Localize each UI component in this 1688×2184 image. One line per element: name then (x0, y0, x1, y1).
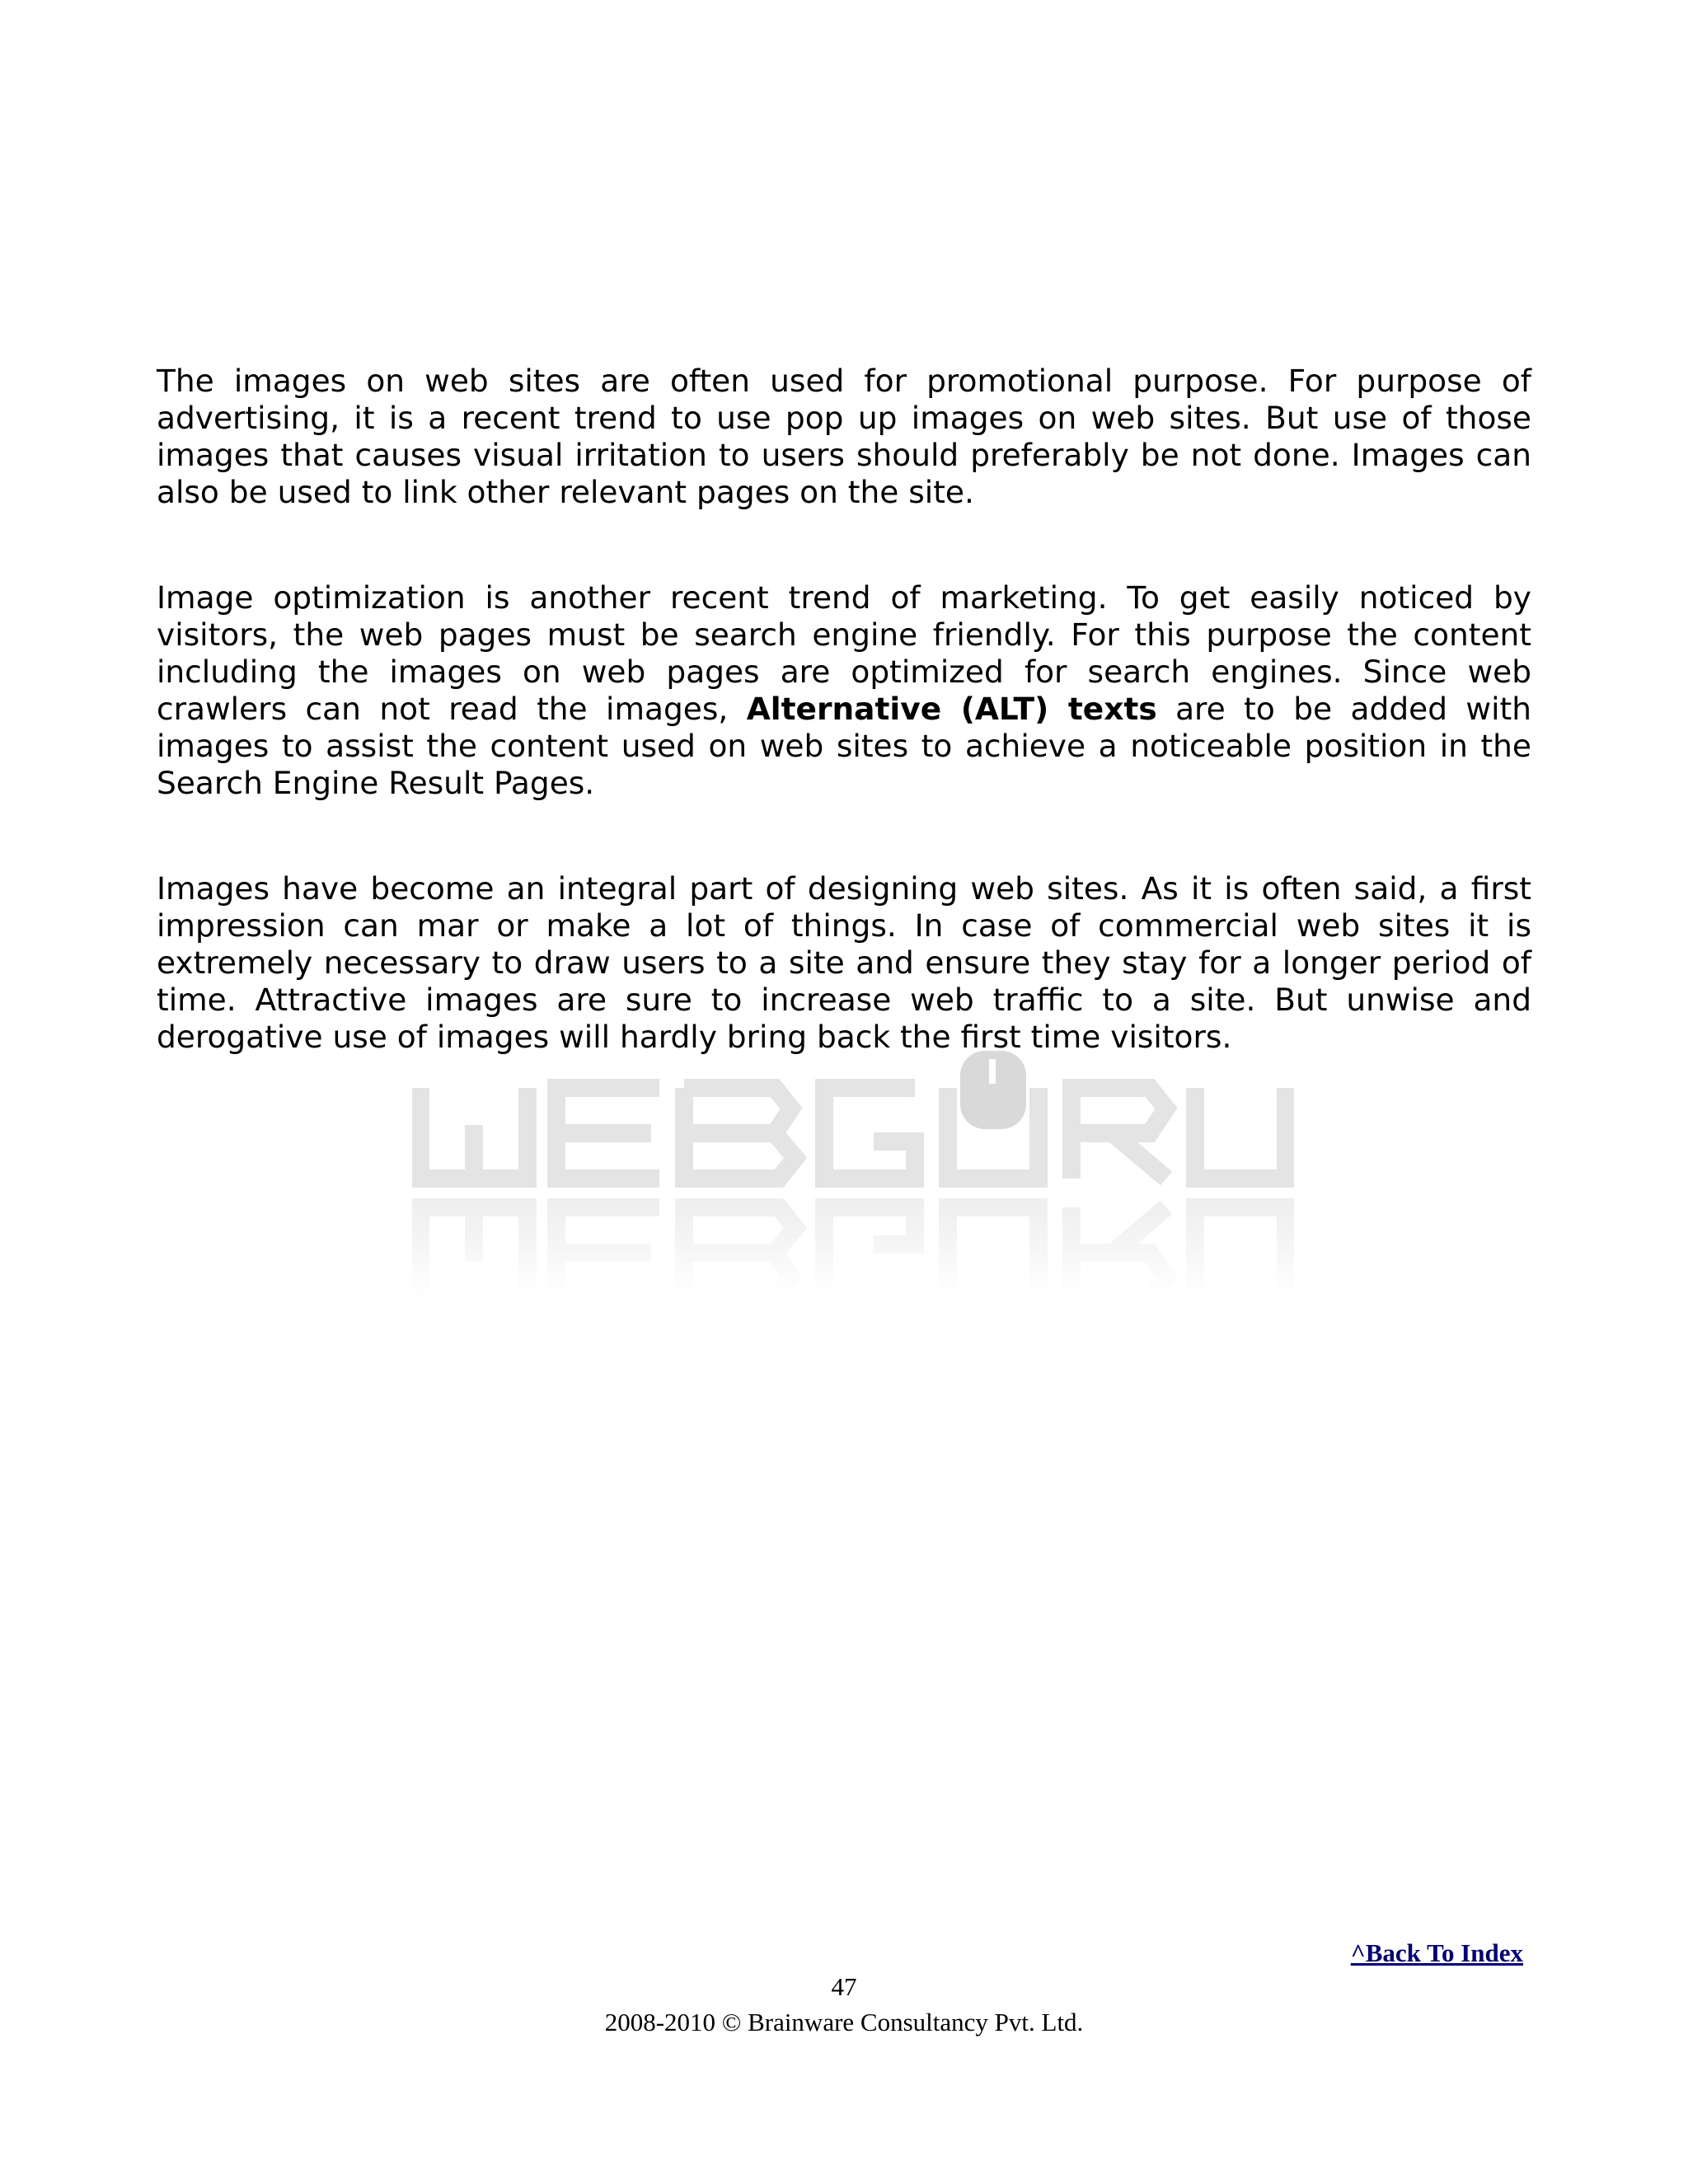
watermark-reflection (420, 1207, 1286, 1298)
paragraph-text: Image optimization is another recent trend of marketing. To get easily noticed by visitors, the web pages must be search engine friendly. For this purpose the content including the images on web pages are optimized for search engines. Since web crawlers can not read the images, (157, 579, 1531, 727)
page-number: 47 (831, 1972, 857, 2001)
watermark-letters (420, 1088, 1286, 1179)
back-to-index-link[interactable]: ^Back To Index (1350, 1938, 1523, 1967)
paragraph-image-optimization (157, 579, 1531, 802)
webguru-logo-graphic (412, 1051, 1294, 1331)
document-body (157, 363, 1531, 1056)
paragraph-promotional-images: The images on web sites are often used for promotional purpose. For purpose of advertising, it is a recent trend to use pop up images on web sites. But use of those images that causes visual irritation to users should preferably be not done. Images can also be used to link other relevant pages on the site. (157, 363, 1531, 510)
alt-texts-emphasis: Alternative (ALT) texts (746, 691, 1157, 727)
paragraph-integral-part: Images have become an integral part of designing web sites. As it is often said, a first impression can mar or make a lot of things. In case of commercial web sites it is extremely necessary to draw users to a site and ensure they stay for a longer period of time. Attractive images are sure to increase web traffic to a site. But unwise and derogative use of images will hardly bring back the first time visitors. (157, 870, 1531, 1055)
copyright-notice: 2008-2010 © Brainware Consultancy Pvt. Ltd. (604, 2008, 1084, 2036)
paragraph-text: are to be added with images to assist the content used on web sites to achieve a noticeable position in the Search Engine Result Pages. (157, 691, 1531, 801)
computer-mouse-icon (960, 1051, 1026, 1129)
webguru-watermark-logo (412, 1051, 1294, 1331)
